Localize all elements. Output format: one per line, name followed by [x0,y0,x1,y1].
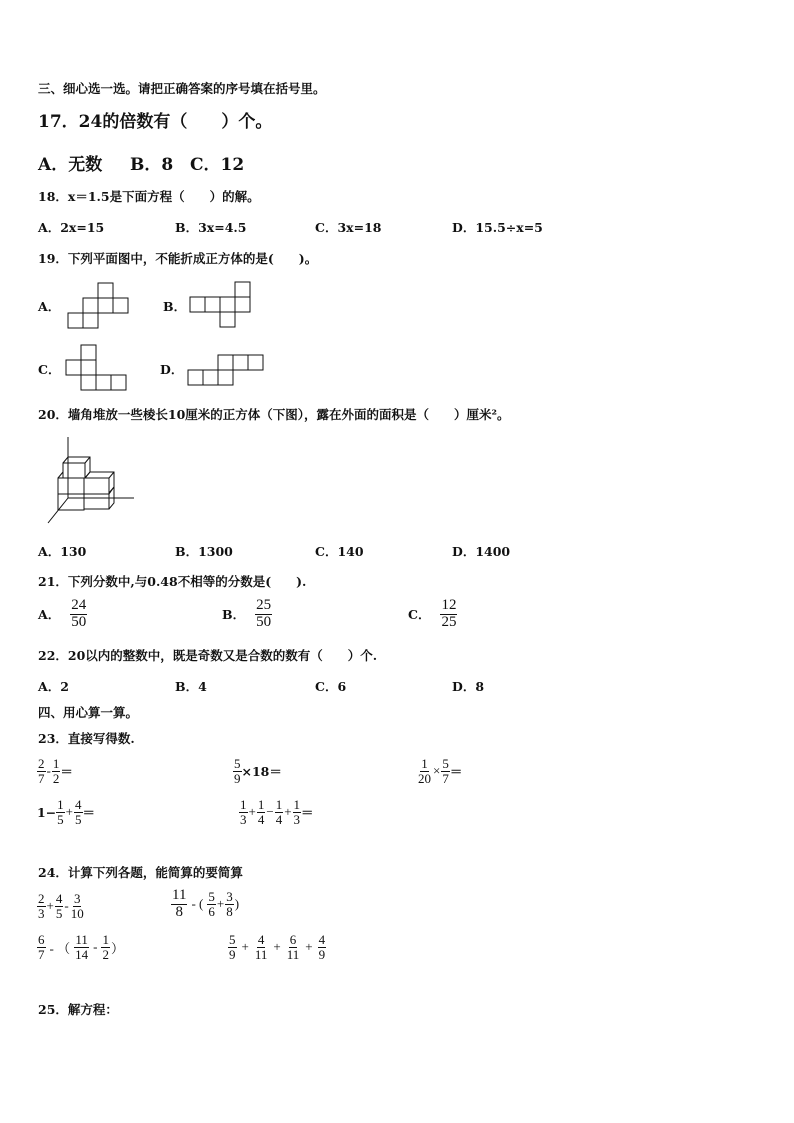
q17-option-a: A．无数 [38,155,103,175]
q18-option-a: A．2x=15 [38,220,105,235]
question-21-stem: 21．下列分数中,与0.48不相等的分数是( ). [38,574,307,589]
q23-expression-4: 1− $\frac{1}{5}$ + $\frac{4}{5}$ ＝ [37,797,96,827]
q20-option-c: C．140 [315,544,364,559]
question-18-stem: 18．x＝1.5是下面方程（ ）的解。 [38,189,260,204]
corner-cubes-figure [0,0,1,1]
q20-option-b: B．1300 [175,544,233,559]
q24-expression-4: $\frac{5}{9}$ + $\frac{4}{11}$ + $\frac{6}{11}$ + $\frac{4}{9}$ [229,932,326,962]
q24-expression-1: $\frac{2}{3}$ + $\frac{4}{5}$ - $\frac{3}{10}$ [38,891,84,921]
q23-expression-3: $\frac{1}{20}$ × $\frac{5}{7}$ ＝ [418,756,463,786]
q21-option-c: C． $\frac{12}{25}$ [408,597,457,630]
q19-label-b: B． [163,299,187,314]
q22-option-b: B．4 [175,679,207,694]
question-20-stem: 20．墙角堆放一些棱长10厘米的正方体（下图），露在外面的面积是（ ）厘米²。 [38,407,510,422]
q23-expression-1: $\frac{2}{7}$ - $\frac{1}{2}$ ＝ [38,756,73,786]
q18-option-d: D．15.5÷x=5 [452,220,543,235]
q21-option-b: B． $\frac{25}{50}$ [222,597,272,630]
question-23-stem: 23．直接写得数. [38,731,135,746]
q17-option-b: B．8 [130,155,174,175]
q21-option-a: A． $\frac{24}{50}$ [38,597,87,630]
q23-expression-2: $\frac{5}{9}$ ×18 ＝ [234,756,282,786]
q19-label-a: A． [38,299,61,314]
q18-option-c: C．3x=18 [315,220,382,235]
q19-label-c: C． [38,362,61,377]
q17-option-c: C．12 [190,155,245,175]
q20-option-d: D．1400 [452,544,511,559]
q24-expression-2: $\frac{11}{8}$ - ( $\frac{5}{6}$ + $\frac{3}{8}$ ) [172,887,240,920]
q20-option-a: A．130 [38,544,87,559]
question-17-stem: 17．24的倍数有（ ）个。 [38,112,273,132]
section-3-heading: 三、细心选一选。请把正确答案的序号填在括号里。 [38,81,326,96]
q18-option-b: B．3x=4.5 [175,220,247,235]
question-24-stem: 24．计算下列各题，能简算的要简算 [38,865,243,880]
q24-expression-3: $\frac{6}{7}$ - （ $\frac{11}{14}$ - $\frac{1}{2}$ ） [38,932,124,962]
q19-label-d: D． [160,362,184,377]
q23-expression-5: $\frac{1}{3}$ + $\frac{1}{4}$ − $\frac{1}{4}$ + $\frac{1}{3}$ ＝ [240,797,314,827]
q22-option-c: C．6 [315,679,347,694]
question-19-stem: 19．下列平面图中，不能折成正方体的是( )。 [38,251,318,266]
section-4-heading: 四、用心算一算。 [38,705,139,720]
question-22-stem: 22．20以内的整数中，既是奇数又是合数的数有（ ）个. [38,648,378,663]
q22-option-d: D．8 [452,679,485,694]
q22-option-a: A．2 [38,679,69,694]
question-25-stem: 25．解方程： [38,1002,118,1017]
